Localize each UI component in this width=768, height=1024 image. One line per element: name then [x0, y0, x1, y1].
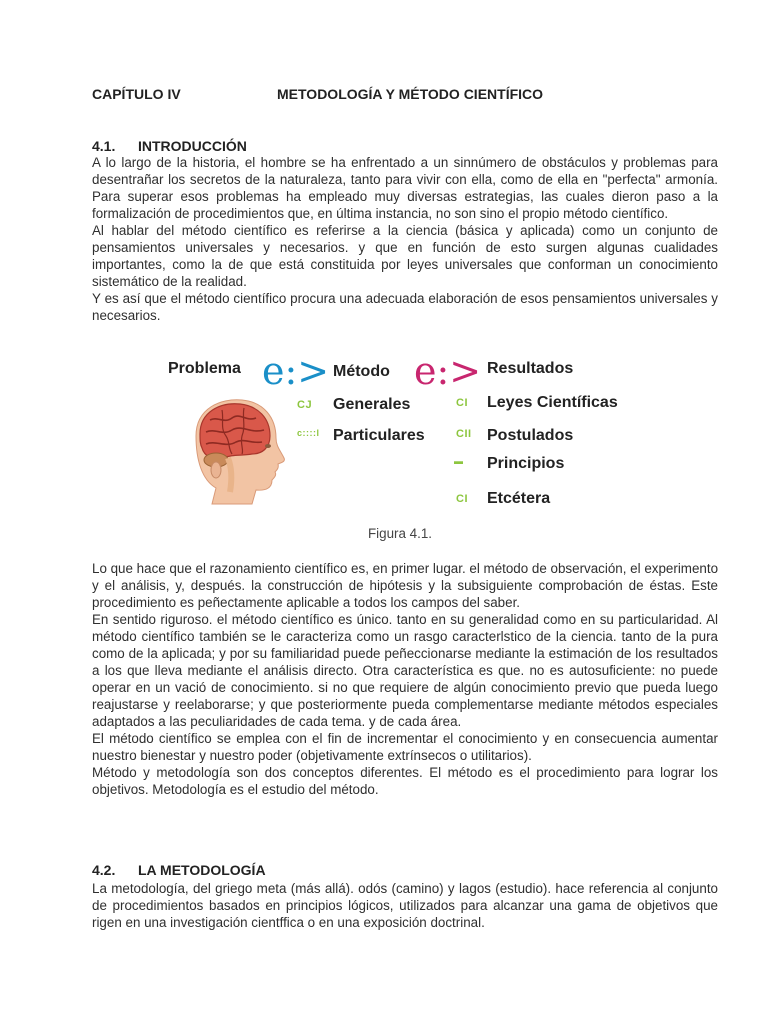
- figure-item-etcetera: Etcétera: [487, 490, 551, 507]
- section-heading-la-metodologia: [92, 862, 266, 878]
- bullet-icon: CI: [456, 493, 468, 505]
- arrow-symbol-blue-icon: e:>: [262, 349, 330, 393]
- bullet-icon: ▬: [454, 456, 464, 466]
- metodologia-text-block: [92, 880, 718, 931]
- figure-item-particulares: Particulares: [333, 427, 425, 444]
- bullet-icon: CII: [456, 428, 472, 440]
- paragraph: Lo que hace que el razonamiento científico es, en primer lugar. el método de observación, el experimento y el análisis, y, después. la construcción de hipótesis y la subsiguiente comprobación de éstas. Este procedimiento es peñectamente aplicable a todos los campos del saber.: [92, 561, 719, 610]
- bullet-icon: CJ: [297, 399, 313, 411]
- arrow-symbol-magenta-icon: e:>: [414, 349, 482, 393]
- section-number: 4.1.: [92, 138, 116, 154]
- figure-label-problema: Problema: [168, 360, 241, 377]
- bullet-icon: CI: [456, 397, 468, 409]
- chapter-number: CAPÍTULO IV: [92, 86, 181, 102]
- figure-caption: Figura 4.1.: [368, 526, 433, 541]
- body-text-block: [92, 560, 718, 798]
- chapter-title: METODOLOGÍA Y MÉTODO CIENTÍFICO: [277, 86, 544, 102]
- paragraph: El método científico se emplea con el fin de incrementar el conocimiento y en consecuencia aumentar nuestro bienestar y nuestro poder (objetivamente extrínsecos o utilitarios).: [92, 731, 718, 763]
- figure-item-principios: Principios: [487, 455, 565, 472]
- figure-label-resultados: Resultados: [487, 360, 574, 377]
- paragraph: Al hablar del método científico es referirse a la ciencia (básica y aplicada) como un conjunto de pensamientos universales y necesarios. y que en función de esto surgen algunas cualidades importantes, como la de que está constituida por leyes universales que conforman un conocimiento sistemático de la realidad.: [92, 223, 718, 289]
- figure-item-leyes-cientificas: Leyes Científicas: [487, 394, 618, 411]
- figure-item-postulados: Postulados: [487, 427, 574, 444]
- figure-label-metodo: Método: [333, 363, 390, 380]
- paragraph: Método y metodología son dos conceptos diferentes. El método es el procedimiento para lograr los objetivos. Metodología es el estudio del método.: [92, 765, 718, 797]
- paragraph: Y es así que el método científico procura una adecuada elaboración de esos pensamientos universales y necesarios.: [92, 291, 718, 323]
- bullet-icon: c::::l: [297, 428, 320, 438]
- paragraph: En sentido riguroso. el método científico es único. tanto en su generalidad como en su particularidad. Al método científico también se le caracteriza como un rasgo caracterlstico de la ciencia. tanto de la pura como de la aplicada; y por su familiaridad puede peñeccionarse mediante la estimación de los resultados a los que lleva mediante el análisis directo. Otra característica es que. no es autosuficiente: no puede operar en un vació de conocimiento. si no que requiere de algún conocimiento previo que pueda luego reajustarse y reelaborarse; y que posteriormente pueda complementarse mediante métodos especiales adaptados a las peculiaridades de cada tema. y de cada área.: [92, 612, 718, 729]
- section-heading-introduccion: [92, 138, 247, 154]
- section-title: LA METODOLOGÍA: [138, 862, 266, 878]
- intro-text-block: [92, 154, 718, 324]
- human-head-brain-icon: [176, 396, 288, 506]
- section-title: INTRODUCCIÓN: [138, 138, 247, 154]
- section-number: 4.2.: [92, 862, 116, 878]
- paragraph: A lo largo de la historia, el hombre se ha enfrentado a un sinnúmero de obstáculos y problemas para desentrañar los secretos de la naturaleza, tanto para vivir con ella, como de ella en "perfecta" armonía. Para superar esos problemas ha empleado muy diversas estrategias, las cuales dieron paso a la formalización de procedimientos que, en última instancia, no son sino el propio método científico.: [92, 155, 718, 221]
- figure-item-generales: Generales: [333, 396, 411, 413]
- paragraph: La metodología, del griego meta (más allá). odós (camino) y lagos (estudio). hace referencia al conjunto de procedimientos basados en principios lógicos, utilizados para alcanzar una gama de objetivos que rigen en una investigación cientffica o en una exposición doctrinal.: [92, 881, 718, 930]
- chapter-header: [92, 86, 712, 106]
